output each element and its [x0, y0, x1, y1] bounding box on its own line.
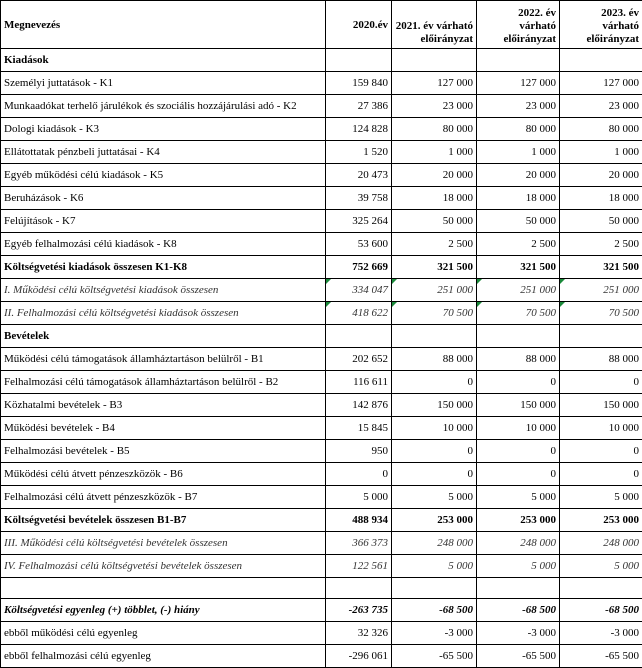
table-row — [1, 463, 642, 486]
empty-cell[interactable] — [560, 49, 642, 72]
table-row — [1, 233, 642, 256]
value-2022[interactable]: -65 500 — [477, 645, 560, 668]
empty-cell[interactable] — [1, 578, 326, 599]
row-label[interactable]: Felhalmozási célú átvett pénzeszközök - B7 — [1, 486, 326, 509]
value-2022[interactable]: 150 000 — [477, 394, 560, 417]
empty-cell[interactable] — [392, 325, 477, 348]
value-2021[interactable]: 0 — [392, 463, 477, 486]
value-2020[interactable]: 334 047 — [326, 279, 392, 302]
value-2023[interactable]: 5 000 — [560, 555, 642, 578]
value-2021[interactable]: 23 000 — [392, 95, 477, 118]
value-2022[interactable]: 80 000 — [477, 118, 560, 141]
header-2023-cell[interactable]: 2023. év várható előirányzat — [560, 1, 642, 49]
table-row — [1, 348, 642, 371]
value-2020[interactable]: -263 735 — [326, 599, 392, 622]
value-2021[interactable]: 10 000 — [392, 417, 477, 440]
row-label[interactable]: Felhalmozási célú támogatások államháztartáson belülről - B2 — [1, 371, 326, 394]
section-row-kiadasok — [1, 49, 642, 72]
empty-cell[interactable] — [392, 49, 477, 72]
row-label[interactable]: III. Működési célú költségvetési bevételek összesen — [1, 532, 326, 555]
row-label[interactable]: I. Működési célú költségvetési kiadások összesen — [1, 279, 326, 302]
empty-cell[interactable] — [477, 325, 560, 348]
row-label[interactable]: II. Felhalmozási célú költségvetési kiadások összesen — [1, 302, 326, 325]
value-2023[interactable]: -3 000 — [560, 622, 642, 645]
value-2023[interactable]: -68 500 — [560, 599, 642, 622]
value-2020[interactable]: 366 373 — [326, 532, 392, 555]
value-2021[interactable]: 5 000 — [392, 486, 477, 509]
row-label[interactable]: Költségvetési bevételek összesen B1-B7 — [1, 509, 326, 532]
value-2020[interactable]: 418 622 — [326, 302, 392, 325]
value-2022[interactable]: 1 000 — [477, 141, 560, 164]
row-label[interactable]: Működési célú támogatások államháztartáson belülről - B1 — [1, 348, 326, 371]
value-2021[interactable]: -3 000 — [392, 622, 477, 645]
table-row — [1, 187, 642, 210]
value-2021[interactable]: 20 000 — [392, 164, 477, 187]
blank-row — [1, 578, 642, 599]
value-2020[interactable]: 950 — [326, 440, 392, 463]
value-2020[interactable]: 1 520 — [326, 141, 392, 164]
value-2022[interactable]: 321 500 — [477, 256, 560, 279]
subtotal-row — [1, 532, 642, 555]
row-label[interactable]: Ellátottatak pénzbeli juttatásai - K4 — [1, 141, 326, 164]
empty-cell[interactable] — [392, 578, 477, 599]
value-2023[interactable]: 253 000 — [560, 509, 642, 532]
value-2021[interactable]: 88 000 — [392, 348, 477, 371]
value-2020[interactable]: 142 876 — [326, 394, 392, 417]
value-2021[interactable]: 253 000 — [392, 509, 477, 532]
value-2020[interactable]: -296 061 — [326, 645, 392, 668]
value-2021[interactable]: 2 500 — [392, 233, 477, 256]
header-row — [1, 1, 642, 49]
total-row-bevetelek — [1, 509, 642, 532]
value-2022[interactable]: 5 000 — [477, 555, 560, 578]
value-2021[interactable]: 321 500 — [392, 256, 477, 279]
empty-cell[interactable] — [477, 49, 560, 72]
value-2022[interactable]: 0 — [477, 440, 560, 463]
balance-row — [1, 599, 642, 622]
table-row — [1, 645, 642, 668]
value-2020[interactable]: 488 934 — [326, 509, 392, 532]
value-2023[interactable]: 321 500 — [560, 256, 642, 279]
section-row-bevetelek — [1, 325, 642, 348]
table-row — [1, 72, 642, 95]
value-2022[interactable]: 70 500 — [477, 302, 560, 325]
table-row — [1, 118, 642, 141]
row-label[interactable]: Egyéb működési célú kiadások - K5 — [1, 164, 326, 187]
value-2022[interactable]: 5 000 — [477, 486, 560, 509]
row-label[interactable]: Egyéb felhalmozási célú kiadások - K8 — [1, 233, 326, 256]
value-2020[interactable]: 27 386 — [326, 95, 392, 118]
value-2020[interactable]: 5 000 — [326, 486, 392, 509]
value-2023[interactable]: 23 000 — [560, 95, 642, 118]
row-label[interactable]: Beruházások - K6 — [1, 187, 326, 210]
value-2020[interactable]: 116 611 — [326, 371, 392, 394]
table-row — [1, 486, 642, 509]
row-label[interactable]: Munkaadókat terhelő járulékok és szociális hozzájárulási adó - K2 — [1, 95, 326, 118]
value-2020[interactable]: 53 600 — [326, 233, 392, 256]
value-2023[interactable]: 5 000 — [560, 486, 642, 509]
value-2021[interactable]: -68 500 — [392, 599, 477, 622]
table-row — [1, 417, 642, 440]
value-2021[interactable]: 70 500 — [392, 302, 477, 325]
value-2022[interactable]: 0 — [477, 371, 560, 394]
table-row — [1, 394, 642, 417]
value-2021[interactable]: 248 000 — [392, 532, 477, 555]
value-2023[interactable]: 0 — [560, 440, 642, 463]
value-2023[interactable]: 248 000 — [560, 532, 642, 555]
value-2020[interactable]: 15 845 — [326, 417, 392, 440]
row-label[interactable]: Közhatalmi bevételek - B3 — [1, 394, 326, 417]
value-2022[interactable]: 251 000 — [477, 279, 560, 302]
value-2021[interactable]: 80 000 — [392, 118, 477, 141]
value-2021[interactable]: 0 — [392, 440, 477, 463]
value-2023[interactable]: 0 — [560, 371, 642, 394]
table-row — [1, 141, 642, 164]
value-2020[interactable]: 39 758 — [326, 187, 392, 210]
value-2022[interactable]: -68 500 — [477, 599, 560, 622]
table-row — [1, 371, 642, 394]
value-2021[interactable]: 5 000 — [392, 555, 477, 578]
value-2023[interactable]: 1 000 — [560, 141, 642, 164]
value-2023[interactable]: 70 500 — [560, 302, 642, 325]
value-2022[interactable]: 10 000 — [477, 417, 560, 440]
value-2022[interactable]: 248 000 — [477, 532, 560, 555]
row-label[interactable]: Működési bevételek - B4 — [1, 417, 326, 440]
table-row — [1, 622, 642, 645]
section-title-bevetelek[interactable]: Bevételek — [1, 325, 326, 348]
value-2020[interactable]: 0 — [326, 463, 392, 486]
value-2023[interactable]: 80 000 — [560, 118, 642, 141]
subtotal-row — [1, 555, 642, 578]
value-2023[interactable]: 127 000 — [560, 72, 642, 95]
row-label[interactable]: Költségvetési kiadások összesen K1-K8 — [1, 256, 326, 279]
empty-cell[interactable] — [326, 578, 392, 599]
value-2021[interactable]: -65 500 — [392, 645, 477, 668]
empty-cell[interactable] — [560, 578, 642, 599]
value-2022[interactable]: 2 500 — [477, 233, 560, 256]
header-2021-cell[interactable]: 2021. év várható előirányzat — [392, 1, 477, 49]
value-2021[interactable]: 0 — [392, 371, 477, 394]
value-2022[interactable]: 50 000 — [477, 210, 560, 233]
row-label[interactable]: ebből felhalmozási célú egyenleg — [1, 645, 326, 668]
value-2023[interactable]: 18 000 — [560, 187, 642, 210]
value-2021[interactable]: 251 000 — [392, 279, 477, 302]
value-2020[interactable]: 325 264 — [326, 210, 392, 233]
value-2023[interactable]: 88 000 — [560, 348, 642, 371]
table-row — [1, 440, 642, 463]
table-row — [1, 210, 642, 233]
row-label[interactable]: IV. Felhalmozási célú költségvetési bevételek összesen — [1, 555, 326, 578]
value-2021[interactable]: 18 000 — [392, 187, 477, 210]
value-2023[interactable]: 50 000 — [560, 210, 642, 233]
value-2020[interactable]: 752 669 — [326, 256, 392, 279]
header-2020-cell[interactable]: 2020.év — [326, 1, 392, 49]
value-2023[interactable]: 150 000 — [560, 394, 642, 417]
row-label[interactable]: Felújítások - K7 — [1, 210, 326, 233]
value-2023[interactable]: -65 500 — [560, 645, 642, 668]
row-label[interactable]: ebből működési célú egyenleg — [1, 622, 326, 645]
value-2022[interactable]: 88 000 — [477, 348, 560, 371]
value-2020[interactable]: 124 828 — [326, 118, 392, 141]
empty-cell[interactable] — [326, 325, 392, 348]
value-2022[interactable]: 23 000 — [477, 95, 560, 118]
value-2023[interactable]: 0 — [560, 463, 642, 486]
row-label[interactable]: Felhalmozási bevételek - B5 — [1, 440, 326, 463]
value-2022[interactable]: 0 — [477, 463, 560, 486]
value-2020[interactable]: 122 561 — [326, 555, 392, 578]
empty-cell[interactable] — [477, 578, 560, 599]
subtotal-row — [1, 302, 642, 325]
value-2021[interactable]: 1 000 — [392, 141, 477, 164]
value-2022[interactable]: -3 000 — [477, 622, 560, 645]
subtotal-row — [1, 279, 642, 302]
value-2022[interactable]: 253 000 — [477, 509, 560, 532]
value-2021[interactable]: 150 000 — [392, 394, 477, 417]
row-label[interactable]: Dologi kiadások - K3 — [1, 118, 326, 141]
table-row — [1, 164, 642, 187]
table-row — [1, 95, 642, 118]
total-row-kiadasok — [1, 256, 642, 279]
header-2022-cell[interactable]: 2022. év várható előirányzat — [477, 1, 560, 49]
value-2020[interactable]: 32 326 — [326, 622, 392, 645]
value-2022[interactable]: 18 000 — [477, 187, 560, 210]
value-2021[interactable]: 50 000 — [392, 210, 477, 233]
value-2020[interactable]: 20 473 — [326, 164, 392, 187]
value-2023[interactable]: 251 000 — [560, 279, 642, 302]
section-title-kiadasok[interactable]: Kiadások — [1, 49, 326, 72]
row-label[interactable]: Személyi juttatások - K1 — [1, 72, 326, 95]
row-label[interactable]: Költségvetési egyenleg (+) többlet, (-) hiány — [1, 599, 326, 622]
value-2020[interactable]: 159 840 — [326, 72, 392, 95]
value-2020[interactable]: 202 652 — [326, 348, 392, 371]
value-2022[interactable]: 20 000 — [477, 164, 560, 187]
empty-cell[interactable] — [560, 325, 642, 348]
value-2023[interactable]: 2 500 — [560, 233, 642, 256]
value-2021[interactable]: 127 000 — [392, 72, 477, 95]
value-2023[interactable]: 20 000 — [560, 164, 642, 187]
header-name-cell[interactable]: Megnevezés — [1, 1, 326, 49]
empty-cell[interactable] — [326, 49, 392, 72]
value-2022[interactable]: 127 000 — [477, 72, 560, 95]
row-label[interactable]: Működési célú átvett pénzeszközök - B6 — [1, 463, 326, 486]
value-2023[interactable]: 10 000 — [560, 417, 642, 440]
